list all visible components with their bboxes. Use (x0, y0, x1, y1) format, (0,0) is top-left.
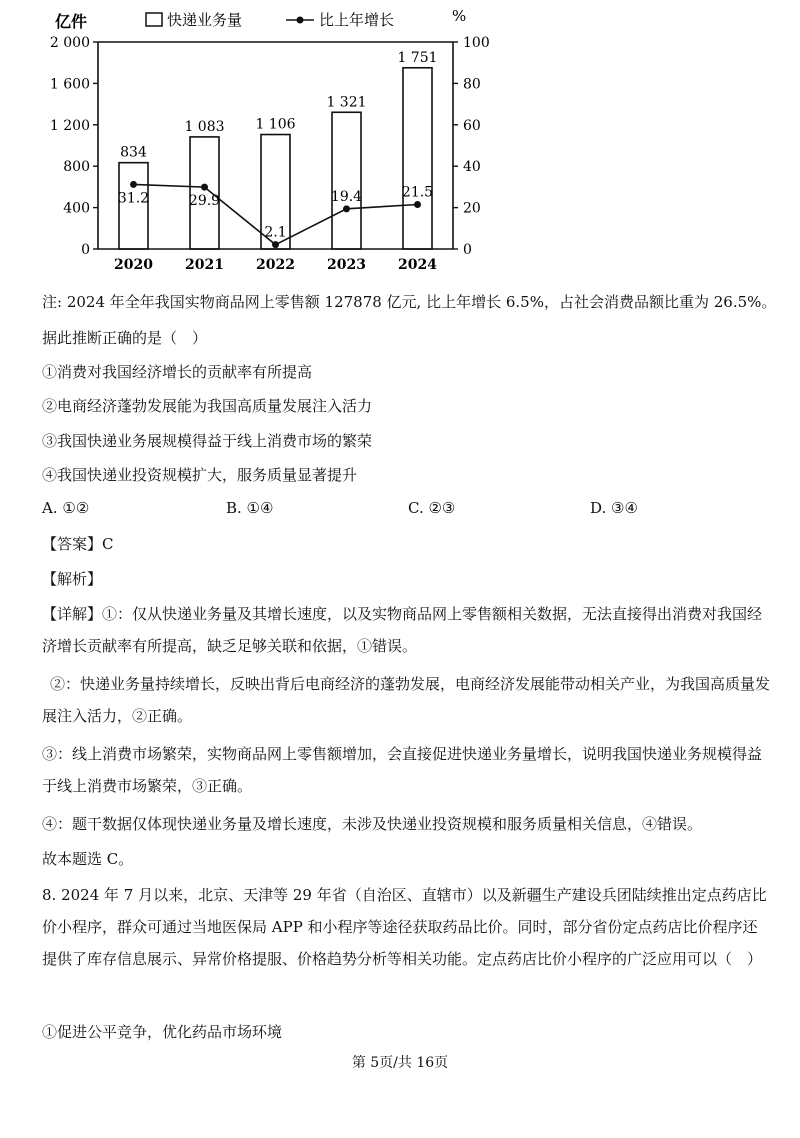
bar (403, 68, 432, 249)
right-tick-label: 100 (463, 35, 490, 51)
bar (332, 112, 361, 249)
left-tick-label: 0 (81, 242, 90, 258)
left-tick-label: 400 (63, 200, 90, 217)
right-tick-label: 0 (463, 242, 472, 258)
growth-value-label: 29.9 (188, 193, 221, 210)
option-b[interactable]: B. ①④ (226, 499, 274, 517)
express-volume-chart (0, 0, 800, 290)
growth-value-label: 2.1 (264, 224, 287, 241)
left-tick-label: 1 600 (49, 76, 90, 93)
left-tick-label: 1 200 (49, 117, 90, 134)
right-tick-label: 60 (463, 117, 481, 134)
option-c[interactable]: C. ②③ (408, 499, 456, 517)
analysis-title: 【解析】 (42, 570, 103, 588)
legend-bar-swatch (146, 13, 162, 26)
statement-2: ②电商经济蓬勃发展能为我国高质量发展注入活力 (42, 397, 373, 415)
growth-point (414, 201, 421, 208)
legend-line-label: 比上年增长 (319, 11, 395, 29)
chart-note: 注: 2024 年全年我国实物商品网上零售额 127878 亿元, 比上年增长 6.5%，占社会消费品额比重为 26.5%。 (42, 293, 777, 311)
bar-value-label: 1 106 (255, 116, 296, 133)
bar-value-label: 1 321 (326, 94, 367, 111)
growth-point (343, 205, 350, 212)
left-axis-unit: 亿件 (55, 12, 88, 31)
q8-statement-1: ①促进公平竞争，优化药品市场环境 (42, 1023, 283, 1041)
right-tick-label: 40 (463, 159, 481, 176)
conclusion: 故本题选 C。 (42, 850, 134, 868)
right-tick-label: 80 (463, 76, 481, 93)
option-a[interactable]: A. ①② (42, 499, 90, 517)
left-tick-label: 800 (63, 159, 90, 176)
statement-1: ①消费对我国经济增长的贡献率有所提高 (42, 363, 313, 381)
detail-3: ③：线上消费市场繁荣，实物商品网上零售额增加，会直接促进快递业务量增长，说明我国快递业务规模得益于线上消费市场繁荣，③正确。 (42, 745, 763, 795)
right-tick-label: 20 (463, 200, 481, 217)
left-tick-label: 2 000 (49, 35, 90, 51)
statement-3: ③我国快递业务展规模得益于线上消费市场的繁荣 (42, 432, 373, 450)
detail-1: 【详解】①：仅从快递业务量及其增长速度，以及实物商品网上零售额相关数据，无法直接得出消费对我国经济增长贡献率有所提高，缺乏足够关联和依据，①错误。 (42, 605, 763, 655)
x-category-label: 2020 (114, 257, 153, 273)
bar-value-label: 834 (120, 144, 147, 161)
page-footer: 第 5页/共 16页 (351, 1055, 449, 1071)
option-d[interactable]: D. ③④ (590, 499, 638, 517)
answer: 【答案】C (42, 535, 114, 553)
growth-value-label: 31.2 (117, 190, 150, 207)
statement-4: ④我国快递业投资规模扩大，服务质量显著提升 (42, 466, 358, 484)
right-axis (453, 35, 490, 258)
growth-value-label: 19.4 (330, 188, 363, 205)
question-8: 8. 2024 年 7 月以来，北京、天津等 29 年省（自治区、直辖市）以及新疆生产建设兵团陆续推出定点药店比价小程序，群众可通过当地医保局 APP 和小程序等途径获取药品比价。同时，部分省份定点药店比价程序还提供了库存信息展示、异常价格提服、价格趋势分析等相关功能。定点药店比价小程序的广泛应用可以（ ） (42, 886, 767, 968)
growth-value-label: 21.5 (401, 184, 434, 201)
growth-point (201, 184, 208, 191)
x-category-label: 2022 (256, 257, 295, 273)
right-axis-unit: % (452, 7, 467, 25)
growth-point (272, 241, 279, 248)
x-axis-categories (98, 249, 453, 273)
bar-value-label: 1 751 (397, 49, 438, 66)
x-category-label: 2024 (398, 257, 437, 273)
growth-point (130, 181, 137, 188)
detail-4: ④：题干数据仅体现快递业务量及增长速度，未涉及快递业投资规模和服务质量相关信息，④错误。 (42, 815, 703, 833)
question-stem: 据此推断正确的是（ ） (42, 329, 208, 347)
bar-value-label: 1 083 (184, 118, 225, 135)
x-category-label: 2021 (185, 257, 224, 273)
x-category-label: 2023 (327, 257, 366, 273)
detail-2: ②：快递业务量持续增长，反映出背后电商经济的蓬勃发展，电商经济发展能带动相关产业，为我国高质量发展注入活力，②正确。 (42, 675, 771, 725)
legend-line-marker (297, 17, 304, 24)
legend-bar-label: 快递业务量 (167, 11, 243, 29)
bar-series (119, 50, 438, 249)
